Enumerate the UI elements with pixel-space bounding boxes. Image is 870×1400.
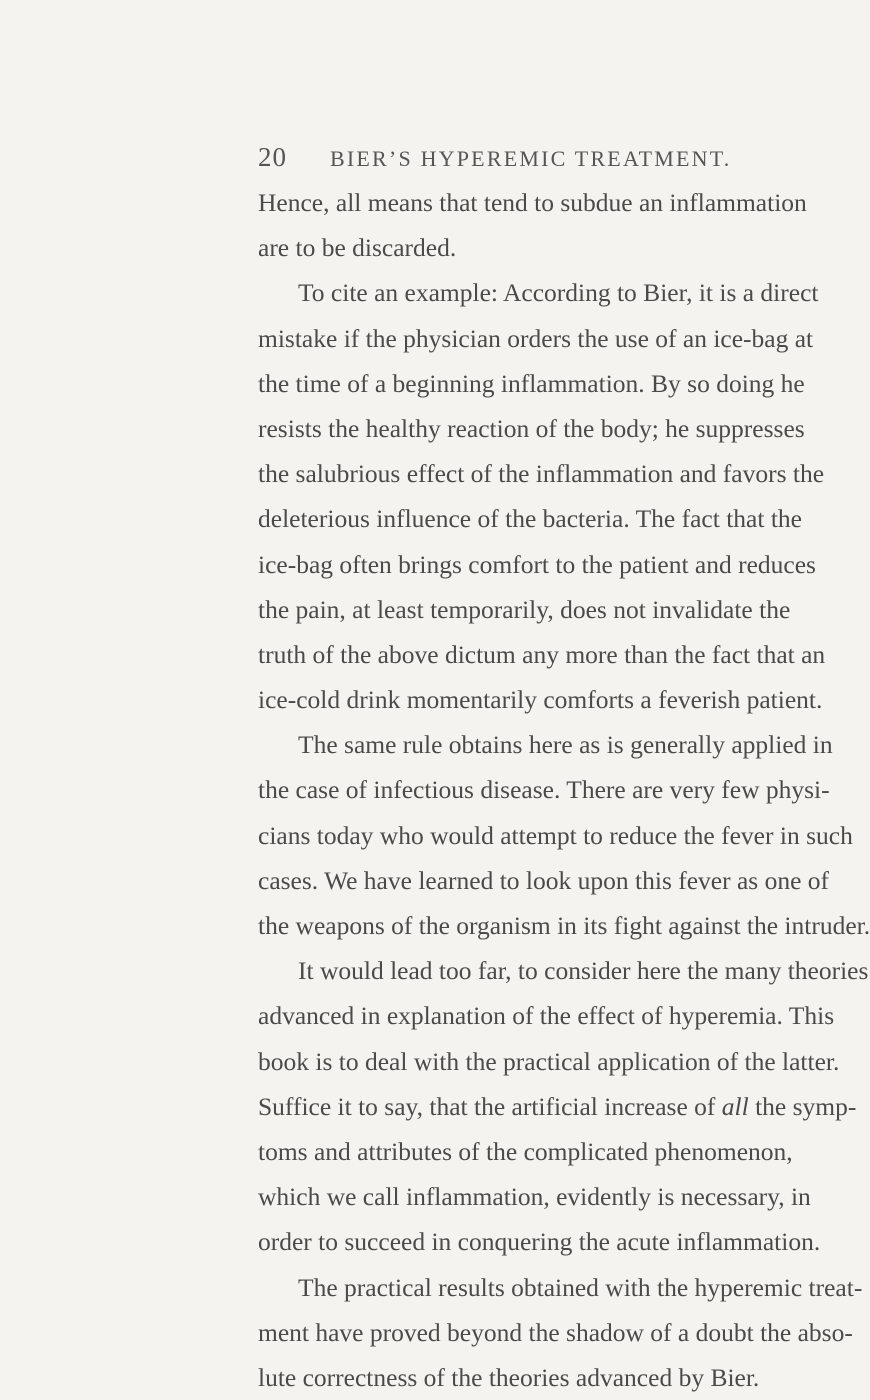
text-line: the case of infectious disease. There are very few physi- [258,775,830,805]
text-line: are to be discarded. [258,233,457,263]
running-head: BIER’S HYPEREMIC TREATMENT. [330,146,732,171]
text-line: To cite an example: According to Bier, it is a direct [298,278,819,308]
text-line: book is to deal with the practical application of the latter. [258,1046,840,1076]
text-line: the pain, at least temporarily, does not invalidate the [258,594,791,624]
text-line: Hence, all means that tend to subdue an inflammation [258,188,807,217]
text-line: cians today who would attempt to reduce the fever in such [258,820,853,850]
text-line: mistake if the physician orders the use of an ice-bag at [258,323,814,353]
body-text [258,180,870,1400]
text-segment: Suffice it to say, that the artificial increase of [258,1091,722,1121]
text-line: order to succeed in conquering the acute inflammation. [258,1227,821,1257]
text-line: truth of the above dictum any more than the fact that an [258,639,826,669]
text-line: the time of a beginning inflammation. By so doing he [258,368,805,398]
page-header [258,142,738,178]
page-number: 20 [258,142,287,172]
text-line [258,1084,857,1129]
text-segment: the symp- [748,1091,857,1121]
text-line: cases. We have learned to look upon this fever as one of [258,865,830,895]
text-line: ice-cold drink momentarily comforts a feverish patient. [258,685,823,715]
text-line: toms and attributes of the complicated phenomenon, [258,1136,793,1166]
text-line: the weapons of the organism in its fight against the intruder. [258,911,870,940]
text-line: ice-bag often brings comfort to the patient and reduces [258,549,816,579]
text-line: the salubrious effect of the inflammation and favors the [258,459,825,489]
text-line: deleterious influence of the bacteria. The fact that the [258,504,802,534]
text-line: lute correctness of the theories advanced by Bier. [258,1362,760,1392]
emphasis-text: all [721,1091,749,1121]
text-line: resists the healthy reaction of the body; he suppresses [258,413,805,443]
text-line: which we call inflammation, evidently is necessary, in [258,1182,811,1212]
text-line: The same rule obtains here as is generally applied in [298,730,833,760]
text-line: The practical results obtained with the hyperemic treat- [298,1272,863,1302]
text-line: ment have proved beyond the shadow of a doubt the abso- [258,1317,853,1347]
text-line: advanced in explanation of the effect of hyperemia. This [258,1001,835,1031]
text-line: It would lead too far, to consider here the many theories [298,956,869,986]
